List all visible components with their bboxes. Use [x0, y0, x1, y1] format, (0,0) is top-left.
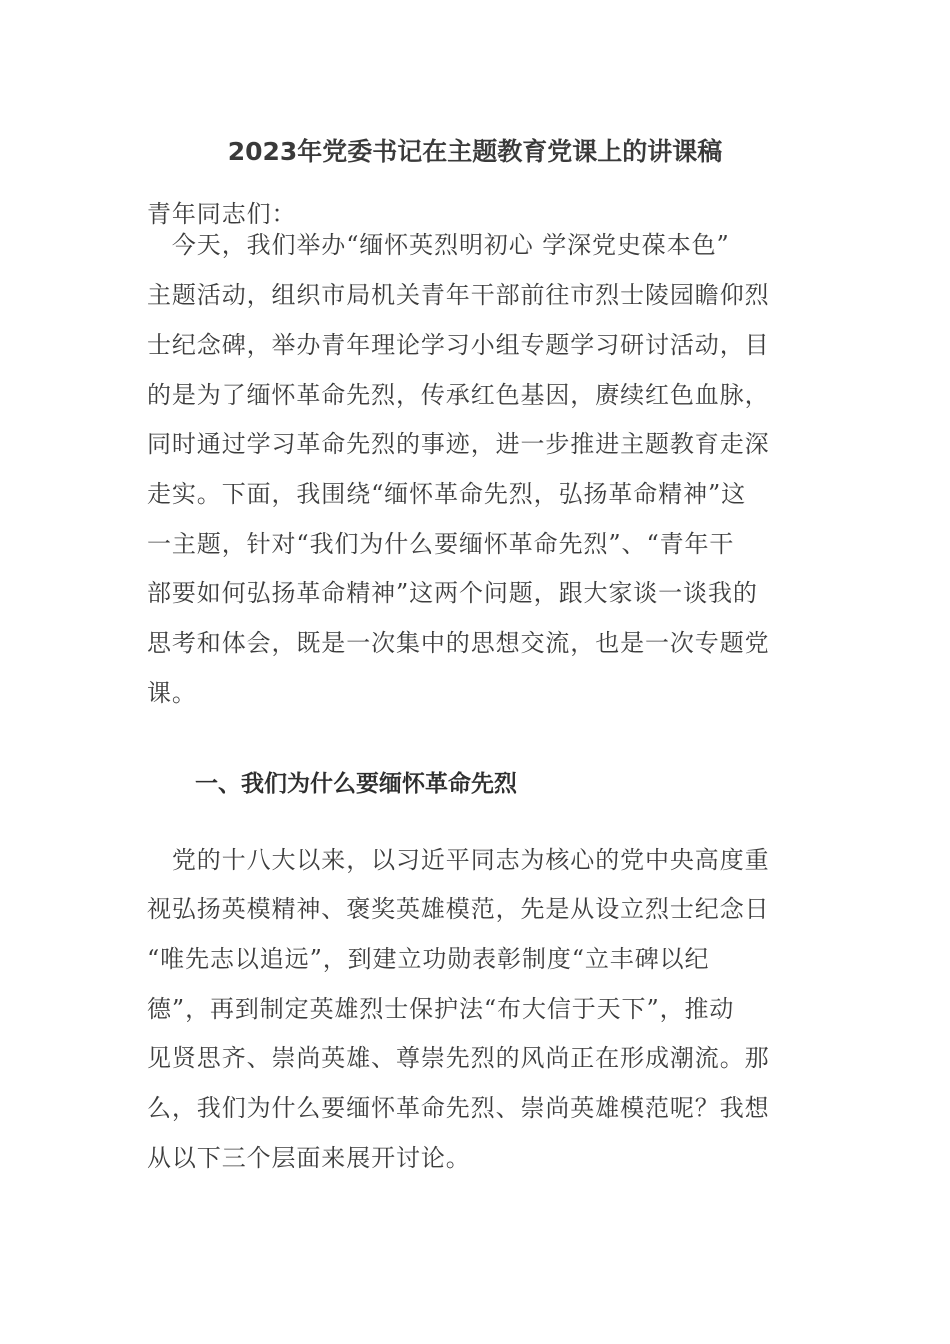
- paragraph-line: 视弘扬英模精神、褒奖英雄模范，先是从设立烈士纪念日: [147, 895, 770, 923]
- paragraph-line: 党的十八大以来，以习近平同志为核心的党中央高度重: [147, 846, 770, 874]
- paragraph-line: 士纪念碑，举办青年理论学习小组专题学习研讨活动，目: [147, 331, 770, 359]
- paragraph-line: 思考和体会，既是一次集中的思想交流，也是一次专题党: [147, 629, 770, 657]
- paragraph-line: 课。: [147, 679, 197, 707]
- paragraph-line: 一主题，针对“我们为什么要缅怀革命先烈”、“青年干: [147, 530, 735, 558]
- document-title: 2023年党委书记在主题教育党课上的讲课稿: [227, 137, 723, 166]
- paragraph-line: 么，我们为什么要缅怀革命先烈、崇尚英雄模范呢？我想: [147, 1094, 770, 1122]
- paragraph-line: 同时通过学习革命先烈的事迹，进一步推进主题教育走深: [147, 430, 770, 458]
- salutation: 青年同志们：: [147, 200, 297, 228]
- section-heading: 一、我们为什么要缅怀革命先烈: [195, 771, 517, 797]
- paragraph-line: 见贤思齐、崇尚英雄、尊崇先烈的风尚正在形成潮流。那: [147, 1044, 770, 1072]
- paragraph-line: 部要如何弘扬革命精神”这两个问题，跟大家谈一谈我的: [147, 579, 758, 607]
- paragraph-line: 走实。下面，我围绕“缅怀革命先烈，弘扬革命精神”这: [147, 480, 747, 508]
- paragraph-line: 德”，再到制定英雄烈士保护法“布大信于天下”，推动: [147, 995, 735, 1023]
- paragraph-line: 从以下三个层面来展开讨论。: [147, 1144, 471, 1172]
- paragraph-line: 主题活动，组织市局机关青年干部前往市烈士陵园瞻仰烈: [147, 281, 770, 309]
- paragraph-line: 的是为了缅怀革命先烈，传承红色基因，赓续红色血脉，: [147, 381, 770, 409]
- paragraph-line: “唯先志以追远”，到建立功勋表彰制度“立丰碑以纪: [147, 945, 710, 973]
- paragraph-line: 今天，我们举办“缅怀英烈明初心 学深党史葆本色”: [147, 231, 730, 259]
